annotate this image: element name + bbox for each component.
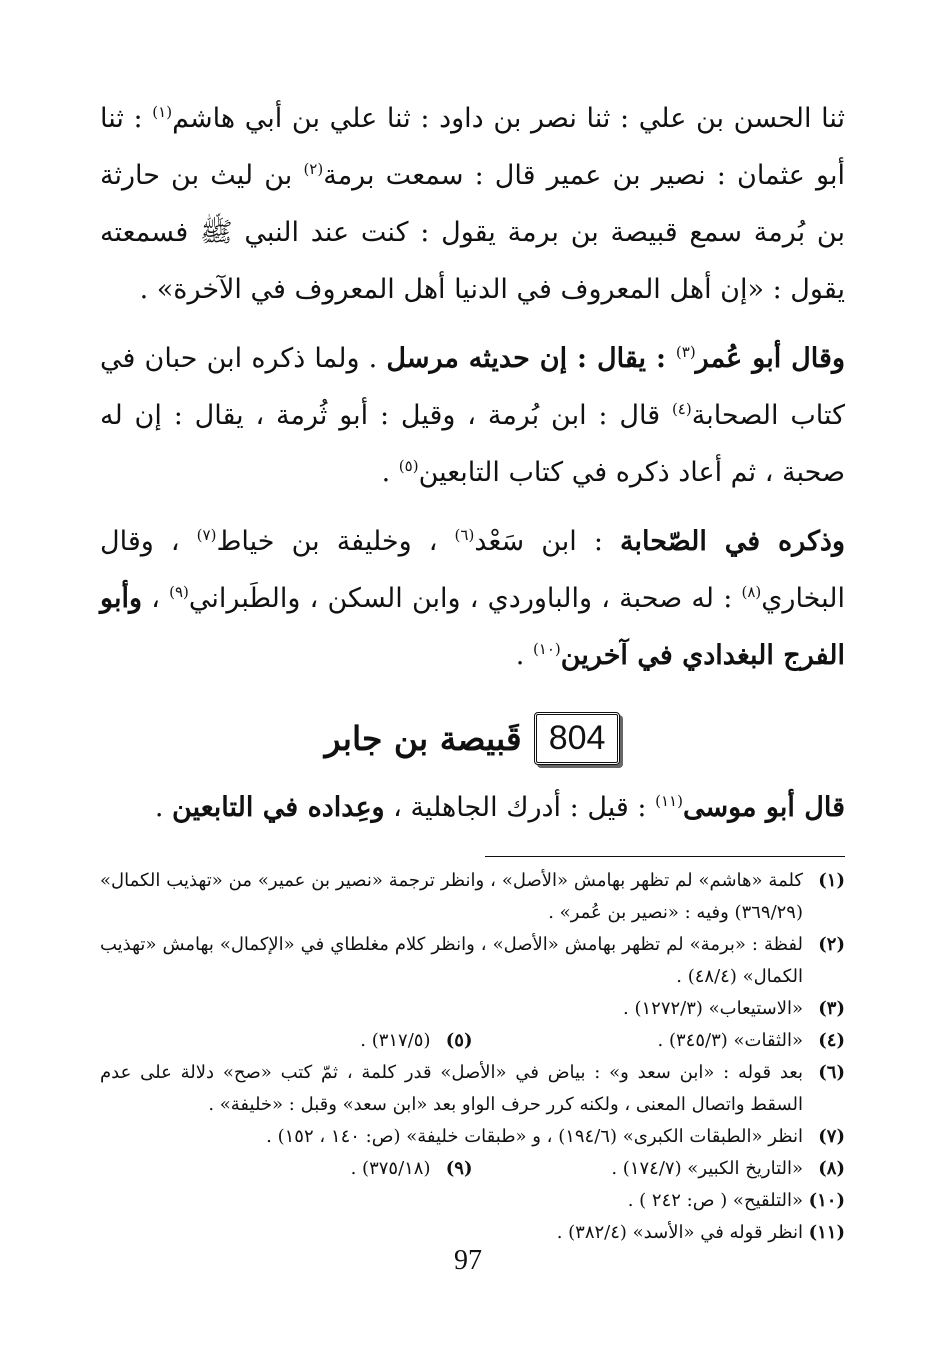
footnote-text: «الاستيعاب» (١٢٧٢/٣) . — [623, 998, 803, 1019]
footnote-number: (٥) — [445, 1030, 473, 1051]
footnote-row-4-5 — [100, 1025, 845, 1057]
footnote-ref[interactable]: (٥) — [398, 457, 419, 475]
footnote-10 — [100, 1185, 845, 1217]
footnote-text: «التاريخ الكبير» (١٧٤/٧) . — [611, 1158, 803, 1179]
footnote-number: (١٠) — [808, 1190, 845, 1211]
footnote-text: كلمة «هاشم» لم تظهر بهامش «الأصل» ، وانظر ترجمة «نصير بن عمير» من «تهذيب الكمال» (٣٦٩/٢٩) وفيه : «نصير بن عُمر» . — [100, 870, 803, 923]
paragraph-sahaba — [100, 513, 845, 684]
footnote-row-8-9 — [100, 1153, 845, 1185]
text: . — [154, 792, 173, 823]
bold-text: وأبو الفرج البغدادي في آخرين — [100, 583, 845, 671]
entry-number-badge: 804 — [534, 712, 621, 765]
page-body — [100, 90, 845, 1249]
footnote-ref[interactable]: (٤) — [671, 400, 692, 418]
text: . — [381, 457, 399, 488]
footnote-number: (١) — [818, 870, 845, 891]
entry-heading — [100, 712, 845, 765]
footnote-number: (٤) — [818, 1030, 845, 1051]
footnote-text: «الثقات» (٣٤٥/٣) . — [657, 1030, 803, 1051]
footnote-text: (٣١٧/٥) . — [360, 1030, 431, 1051]
entry-title: قَبيصة بن جابر — [324, 719, 522, 758]
footnote-ref[interactable]: (٢) — [303, 160, 324, 178]
footnote-ref[interactable]: (٦) — [454, 526, 475, 544]
footnote-divider — [485, 856, 845, 857]
text: . ولما ذكره ابن حبان في كتاب الصحابة — [100, 343, 845, 431]
bold-text: وقال أبو عُمر — [695, 343, 845, 374]
bold-text: وعِداده في التابعين — [172, 792, 385, 823]
footnote-text: (٣٧٥/١٨) . — [350, 1158, 431, 1179]
bold-text: قال أبو موسى — [682, 792, 845, 823]
text: : ابن سَعْد — [474, 526, 621, 557]
footnote-text: انظر «الطبقات الكبرى» (١٩٤/٦) ، و «طبقات خليفة» (ص: ١٤٠ ، ١٥٢) . — [266, 1126, 803, 1147]
text: ، وقال البخاري — [100, 526, 845, 614]
footnote-text: «التلقيح» ( ص: ٢٤٢ ) . — [627, 1190, 803, 1211]
footnote-7 — [100, 1121, 845, 1153]
text: . — [515, 640, 533, 671]
footnote-2 — [100, 929, 845, 993]
footnote-ref[interactable]: (٣) — [675, 343, 696, 361]
footnote-ref[interactable]: (٩) — [169, 583, 189, 601]
text: : ثنا أبو عثمان : نصير بن عمير قال : سمعت برمة — [100, 103, 845, 191]
footnote-number: (٩) — [445, 1158, 473, 1179]
footnote-ref[interactable]: (٨) — [741, 583, 762, 601]
text: بن ليث بن حارثة بن بُرمة سمع قبيصة بن برمة يقول : كنت عند النبي ﷺ فسمعته يقول : «إن أهل المعروف في الدنيا أهل المعروف في الآخرة» . — [100, 160, 845, 305]
footnote-5 — [100, 1025, 473, 1057]
footnote-9 — [100, 1153, 473, 1185]
footnote-text: بعد قوله : «ابن سعد و» : بياض في «الأصل» قدر كلمة ، ثمّ كتب «صح» دلالة على عدم السقط واتصال المعنى ، ولكنه كرر حرف الواو بعد «ابن سعد» وقبل : «خليفة» . — [100, 1062, 803, 1115]
footnote-3 — [100, 993, 845, 1025]
footnote-number: (٣) — [818, 998, 845, 1019]
footnote-number: (٨) — [818, 1158, 845, 1179]
paragraph-hadith — [100, 90, 845, 318]
text: قال : ابن بُرمة ، وقيل : أبو ثُرمة ، يقال : إن له صحبة ، ثم أعاد ذكره في كتاب التابعين — [100, 400, 845, 488]
footnote-8 — [473, 1153, 846, 1185]
footnote-ref[interactable]: (١٠) — [532, 640, 561, 658]
footnote-number: (٧) — [818, 1126, 845, 1147]
footnote-text: انظر قوله في «الأسد» (٣٨٢/٤) . — [556, 1222, 803, 1243]
text: ، وخليفة بن خياط — [216, 526, 455, 557]
footnote-1 — [100, 865, 845, 929]
footnotes — [100, 865, 845, 1249]
footnote-6 — [100, 1057, 845, 1121]
text: : له صحبة ، والباوردي ، وابن السكن ، والطَبراني — [188, 583, 742, 614]
text: ، — [142, 583, 170, 614]
paragraph-abu-umar — [100, 330, 845, 501]
footnote-4 — [473, 1025, 846, 1057]
footnote-ref[interactable]: (١١) — [655, 792, 683, 810]
footnote-ref[interactable]: (١) — [152, 103, 173, 121]
bold-text: : يقال : إن حديثه مرسل — [386, 343, 676, 374]
bold-text: وذكره في الصّحابة — [620, 526, 845, 557]
footnote-text: لفظة : «برمة» لم تظهر بهامش «الأصل» ، وانظر كلام مغلطاي في «الإكمال» بهامش «تهذيب الكمال» (٤٨/٤) . — [100, 934, 803, 987]
text: : قيل : أدرك الجاهلية ، — [384, 792, 656, 823]
page-number: 97 — [454, 1245, 482, 1276]
paragraph-abu-musa — [100, 779, 845, 836]
footnote-ref[interactable]: (٧) — [196, 526, 217, 544]
footnote-number: (١١) — [808, 1222, 845, 1243]
footnote-number: (٢) — [818, 934, 845, 955]
footnote-number: (٦) — [818, 1062, 845, 1083]
text: ثنا الحسن بن علي : ثنا نصر بن داود : ثنا علي بن أبي هاشم — [172, 103, 845, 134]
